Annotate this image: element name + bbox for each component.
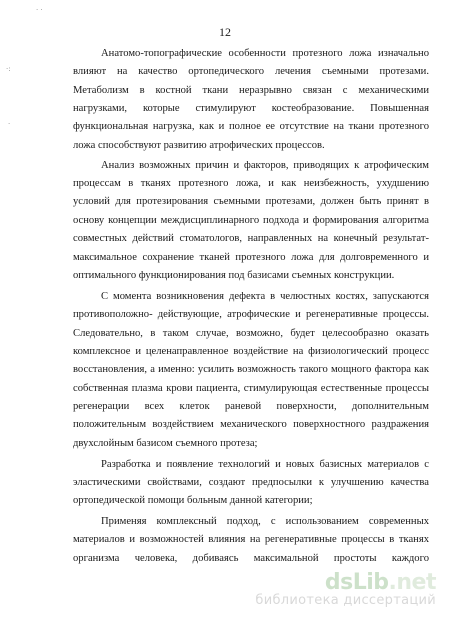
watermark-logo: dsLib.net bbox=[324, 570, 436, 595]
text-line: собственная плазма крови пациента, стимулирующая естественные процессы bbox=[73, 383, 429, 394]
text-line: ортопедической помощи больным данной категории; bbox=[73, 495, 313, 506]
scan-speck: · bbox=[8, 120, 11, 128]
text-line: ложа способствуют развитию атрофических процессов. bbox=[73, 140, 325, 151]
text-line: процессам в тканях протезного ложа, и как неизбежность, ухудшению bbox=[73, 178, 429, 189]
text-line: эластическими свойствами, создают предпосылки к улучшению качества bbox=[73, 477, 429, 488]
text-line: Метаболизм в костной ткани неразрывно связан с механическими bbox=[73, 85, 429, 96]
watermark-subtitle: библиотека диссертаций bbox=[255, 593, 436, 608]
text-line: функциональная нагрузка, как и полное ее отсутствие на ткани протезного bbox=[73, 121, 429, 132]
text-line: влияют на качество ортопедического лечения съемными протезами. bbox=[73, 66, 429, 77]
text-line: Анализ возможных причин и факторов, приводящих к атрофическим bbox=[101, 160, 429, 171]
text-line: материалов и возможностей влияния на регенеративные процессы в тканях bbox=[73, 534, 429, 545]
text-line: противоположно- действующие, атрофические и регенеративные процессы. bbox=[73, 309, 429, 320]
text-line: двухслойным базисом съемного протеза; bbox=[73, 438, 258, 449]
text-line: совместных действий стоматологов, направленных на конечный результат- bbox=[73, 233, 429, 244]
text-line: Анатомо-топографические особенности протезного ложа изначально bbox=[101, 48, 429, 59]
text-line: условий для протезирования съемными протезами, должен быть принят в bbox=[73, 196, 429, 207]
text-line: оптимального функционирования под базисами съемных конструкции. bbox=[73, 270, 395, 281]
text-line: регенерации всех клеток раневой поверхности, дополнительным bbox=[73, 401, 429, 412]
text-line: нагрузками, которые стимулируют костеобразование. Повышенная bbox=[73, 103, 429, 114]
page-number: 12 bbox=[219, 25, 231, 39]
text-line: Применяя комплексный подход, с использованием современных bbox=[101, 516, 429, 527]
text-line: Следовательно, в таком случае, возможно, будет целесообразно оказать bbox=[73, 328, 429, 339]
text-line: С момента возникновения дефекта в челюстных костях, запускаются bbox=[101, 291, 429, 302]
text-line: восстановления, а именно: усилить возможность такого мощного фактора как bbox=[73, 364, 429, 375]
text-line: Разработка и появление технологий и новых базисных материалов с bbox=[101, 459, 429, 470]
text-line: максимальное сохранение тканей протезного ложа для долговременного и bbox=[73, 252, 429, 263]
text-line: основу концепции междисциплинарного подхода и формирования алгоритма bbox=[73, 215, 429, 226]
text-line: комплексное и целенаправленное воздействие на физиологический процесс bbox=[73, 346, 429, 357]
watermark bbox=[255, 570, 436, 608]
text-line: организма человека, добиваясь максимальной простоты каждого bbox=[73, 553, 429, 564]
scan-speck: ·: bbox=[6, 65, 11, 73]
text-line: положительным воздействием механического поверхностного раздражения bbox=[73, 419, 429, 430]
scan-speck: · · bbox=[36, 6, 43, 14]
